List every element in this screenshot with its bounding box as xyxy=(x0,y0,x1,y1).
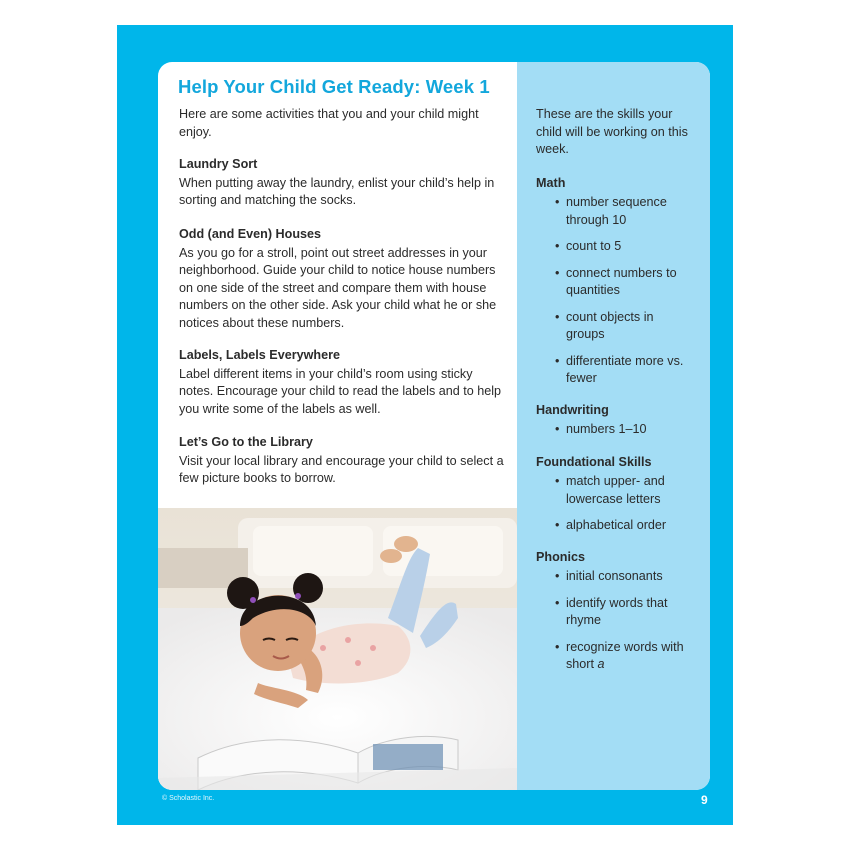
activity-title: Labels, Labels Everywhere xyxy=(179,348,341,362)
activity-body: When putting away the laundry, enlist your child’s help in sorting and matching the socks. xyxy=(179,175,495,207)
activity-body: As you go for a stroll, point out street addresses in your neighborhood. Guide your child to notice house numbers on one side of the street and compare them with house numbers on the other side. Ask your child what he or she notices about these numbers. xyxy=(179,245,497,330)
group-title: Math xyxy=(536,176,566,190)
skill-label: identify words that rhyme xyxy=(566,595,668,627)
bullet-icon: • xyxy=(555,422,560,436)
skill-item xyxy=(536,473,686,508)
bullet-icon: • xyxy=(555,265,560,280)
skill-label: count to 5 xyxy=(566,239,622,253)
bullet-icon: • xyxy=(555,353,560,368)
skills-group-handwriting xyxy=(536,402,706,448)
skills-group-math xyxy=(536,175,706,397)
page-title: Help Your Child Get Ready: Week 1 xyxy=(178,76,490,97)
skill-label: match upper- and lowercase letters xyxy=(566,474,665,506)
content-card xyxy=(158,62,710,790)
activity-odd-even-houses xyxy=(179,226,509,332)
bullet-icon: • xyxy=(555,639,560,654)
skill-item xyxy=(536,238,686,256)
activity-body: Label different items in your child’s room using sticky notes. Encourage your child to read the labels and to help you write some of the labels as well. xyxy=(179,366,502,416)
bullet-icon: • xyxy=(555,309,560,324)
bullet-icon: • xyxy=(555,474,560,488)
skills-group-phonics xyxy=(536,549,706,683)
skill-item xyxy=(536,639,686,674)
group-title: Foundational Skills xyxy=(536,455,652,469)
skill-label: connect numbers to quantities xyxy=(566,265,677,297)
skill-item xyxy=(536,568,686,586)
skill-item xyxy=(536,517,686,535)
page-frame xyxy=(117,25,733,825)
activity-laundry-sort xyxy=(179,156,509,210)
bullet-icon: • xyxy=(555,518,560,532)
activity-title: Laundry Sort xyxy=(179,157,258,171)
skill-label: number sequence through 10 xyxy=(566,195,667,227)
activity-labels xyxy=(179,347,509,418)
skill-list xyxy=(536,194,706,388)
activity-library xyxy=(179,434,509,488)
skill-item xyxy=(536,595,686,630)
skill-list xyxy=(536,473,706,535)
skill-list xyxy=(536,421,706,439)
child-reading-photo xyxy=(158,508,517,790)
skill-list xyxy=(536,568,706,674)
bullet-icon: • xyxy=(555,239,560,253)
skill-label: alphabetical order xyxy=(566,518,667,532)
skill-item xyxy=(536,194,686,229)
activities-column xyxy=(158,62,517,790)
skills-intro: These are the skills your child will be working on this week. xyxy=(536,107,688,156)
page-number: 9 xyxy=(701,793,708,807)
activity-title: Odd (and Even) Houses xyxy=(179,227,322,241)
skill-item xyxy=(536,353,686,388)
activities-intro: Here are some activities that you and your child might enjoy. xyxy=(179,107,479,139)
skills-panel xyxy=(517,62,710,790)
skill-label: recognize words with short xyxy=(566,639,684,671)
copyright: © Scholastic Inc. xyxy=(162,795,215,802)
skill-label: differentiate more vs. fewer xyxy=(566,353,684,385)
skills-group-foundational xyxy=(536,454,706,544)
activity-body: Visit your local library and encourage your child to select a few picture books to borrow. xyxy=(179,453,504,485)
activity-title: Let’s Go to the Library xyxy=(179,435,313,449)
skill-label-suffix: a xyxy=(597,657,605,671)
bullet-icon: • xyxy=(555,195,560,209)
skill-item xyxy=(536,309,686,344)
skill-label: initial consonants xyxy=(566,569,663,583)
bullet-icon: • xyxy=(555,569,560,583)
bullet-icon: • xyxy=(555,595,560,610)
skill-item xyxy=(536,265,686,300)
group-title: Handwriting xyxy=(536,403,609,417)
group-title: Phonics xyxy=(536,550,585,564)
skill-label: numbers 1–10 xyxy=(566,422,647,436)
skill-item xyxy=(536,421,686,439)
skill-label: count objects in groups xyxy=(566,309,654,341)
